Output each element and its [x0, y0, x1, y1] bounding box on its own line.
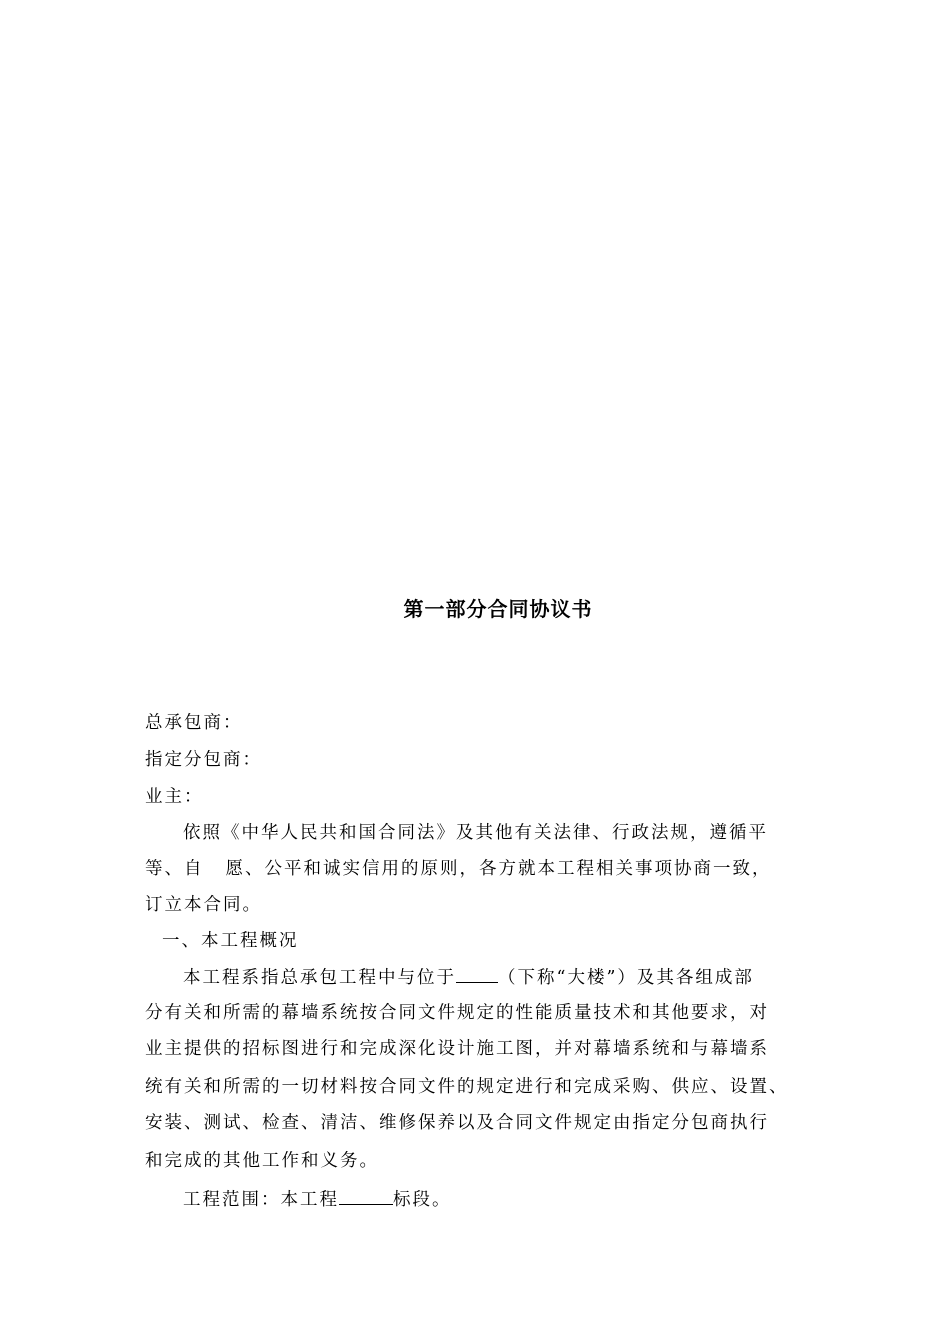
preamble-line-2	[145, 857, 772, 881]
overview-line-6: 和完成的其他工作和义务。	[145, 1151, 379, 1171]
overview-line-4: 统有关和所需的一切材料按合同文件的规定进行和完成采购、供应、设置、	[145, 1077, 789, 1097]
location-blank	[456, 964, 498, 983]
overview-line-1-part-a: 本工程系指总承包工程中与位于	[183, 968, 456, 988]
preamble-line-2-part-b: 愿、公平和诚实信用的原则，各方就本工程相关事项协商一致，	[225, 859, 772, 879]
overview-line-1-part-b: （下称“大楼”）及其各组成部	[498, 968, 754, 988]
overview-line-2: 分有关和所需的幕墙系统按合同文件规定的性能质量技术和其他要求，对	[145, 1003, 769, 1023]
document-title: 第一部分合同协议书	[403, 597, 593, 621]
preamble-line-2-part-a: 等、自	[145, 859, 204, 879]
scope-label: 工程范围：本工程	[183, 1190, 339, 1210]
overview-line-1	[183, 964, 754, 990]
party-owner: 业主：	[145, 787, 204, 807]
overview-line-3: 业主提供的招标图进行和完成深化设计施工图，并对幕墙系统和与幕墙系	[145, 1039, 769, 1059]
party-designated-subcontractor: 指定分包商：	[145, 750, 262, 770]
overview-line-5: 安装、测试、检查、清洁、维修保养以及合同文件规定由指定分包商执行	[145, 1113, 769, 1133]
party-general-contractor: 总承包商：	[145, 713, 243, 733]
scope-line	[183, 1186, 452, 1212]
section-heading: 一、本工程概况	[162, 931, 299, 951]
preamble-line-1: 依照《中华人民共和国合同法》及其他有关法律、行政法规，遵循平	[183, 823, 768, 843]
section-blank	[339, 1186, 393, 1205]
preamble-line-3: 订立本合同。	[145, 895, 262, 915]
scope-suffix: 标段。	[393, 1190, 452, 1210]
